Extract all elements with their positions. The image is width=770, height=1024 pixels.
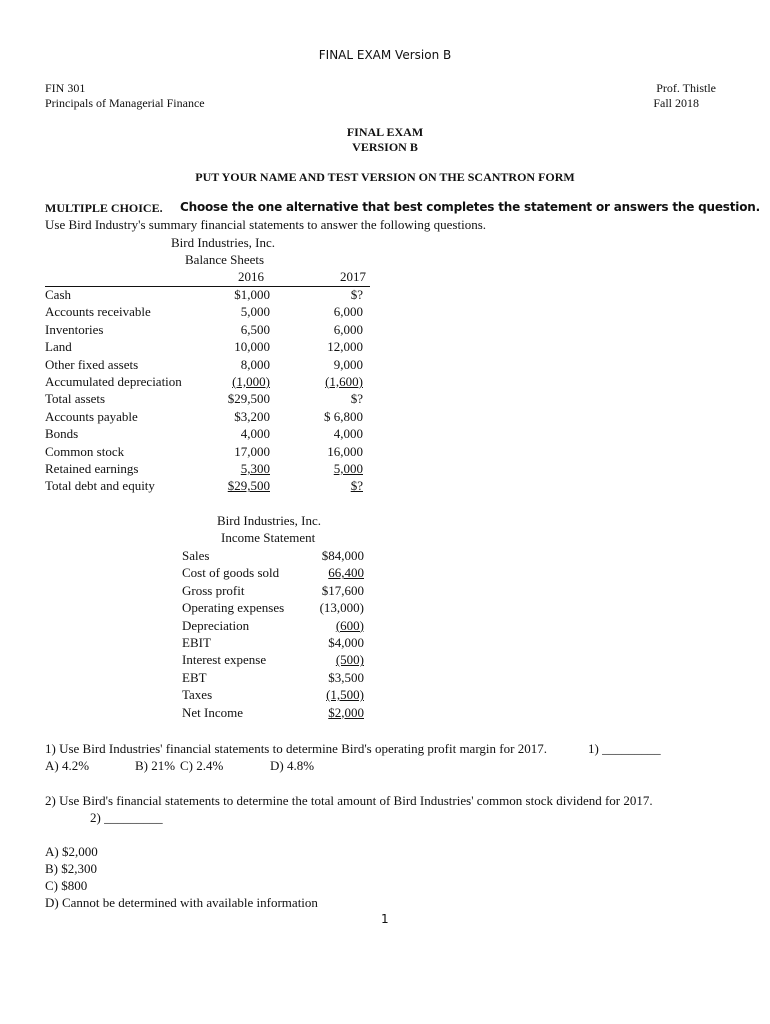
balance-sheet-row — [45, 357, 370, 374]
balance-sheet-row — [45, 426, 370, 443]
exam-title: FINAL EXAM — [346, 125, 424, 139]
question-2-option-c: C) $800 — [45, 878, 88, 893]
page-number: 1 — [381, 912, 389, 926]
balance-sheet-row-label: Total assets — [45, 391, 106, 407]
income-statement-row-value: $3,500 — [328, 669, 364, 685]
income-statement-row — [182, 565, 372, 582]
income-statement-title: Income Statement — [221, 530, 316, 545]
balance-sheet-row — [45, 444, 370, 461]
balance-sheet-value-2016: $3,200 — [234, 408, 270, 424]
question-1-option-c: C) 2.4% — [180, 758, 224, 773]
course-code: FIN 301 — [45, 81, 86, 95]
balance-sheet-row — [45, 391, 370, 408]
balance-sheet-value-2016: 5,000 — [240, 304, 270, 320]
balance-sheet-value-2017: 16,000 — [327, 443, 363, 459]
question-1-text: 1) Use Bird Industries' financial statements to determine Bird's operating profit margin for 2017. — [45, 741, 547, 756]
balance-sheet-row-label: Common stock — [45, 443, 125, 459]
balance-sheet-row-label: Accumulated depreciation — [45, 374, 182, 389]
income-statement-row-label: EBT — [182, 669, 207, 685]
balance-sheet-row — [45, 322, 370, 339]
use-statements-text: Use Bird Industry's summary financial statements to answer the following questions. — [45, 217, 487, 232]
income-statement-row-label: Operating expenses — [182, 600, 285, 616]
question-1-option-a: A) 4.2% — [45, 758, 90, 773]
income-statement-row — [182, 548, 372, 565]
course-name: Principals of Managerial Finance — [45, 96, 205, 110]
question-2-option-b: B) $2,300 — [45, 861, 97, 876]
income-statement-row-label: Gross profit — [182, 582, 245, 598]
income-statement-row-value: $17,600 — [321, 582, 364, 598]
balance-sheet-value-2016: $29,500 — [227, 391, 270, 407]
income-statement-row — [182, 635, 372, 652]
balance-sheet-row-label: Bonds — [45, 426, 79, 442]
question-2-option-d: D) Cannot be determined with available information — [45, 895, 318, 910]
question-1-option-b: B) 21% — [135, 758, 176, 773]
professor: Prof. Thistle — [656, 81, 716, 95]
income-statement-row-label: Taxes — [182, 687, 213, 703]
income-statement-row-value: $4,000 — [328, 635, 364, 650]
balance-sheet-value-2016: 4,000 — [240, 426, 270, 442]
balance-sheet-value-2016: 8,000 — [240, 356, 270, 372]
income-statement-row — [182, 687, 372, 704]
balance-sheet-value-2017: 12,000 — [327, 339, 363, 355]
question-2-option-a: A) $2,000 — [45, 844, 98, 859]
exam-version: VERSION B — [352, 140, 418, 154]
question-2-blank: 2) _________ — [90, 810, 163, 825]
balance-sheet-value-2016: (1,000) — [232, 374, 270, 389]
income-statement-row-label: Depreciation — [182, 617, 250, 633]
balance-sheet-value-2017: $? — [350, 478, 363, 494]
balance-sheet-value-2017: 6,000 — [333, 321, 363, 337]
balance-sheet-value-2016: 6,500 — [240, 321, 270, 337]
col-2017-header: 2017 — [340, 269, 366, 284]
balance-sheet-value-2017: 6,000 — [333, 304, 363, 320]
income-statement-row-label: EBIT — [182, 635, 211, 650]
income-statement-row-value: (13,000) — [319, 600, 364, 616]
income-statement-row — [182, 618, 372, 635]
col-2016-header: 2016 — [238, 269, 264, 284]
balance-sheet-value-2016: 5,300 — [240, 461, 270, 476]
balance-sheet-title: Balance Sheets — [185, 252, 265, 267]
income-statement-row — [182, 670, 372, 687]
balance-sheet-row — [45, 339, 370, 356]
balance-sheet-value-2017: $ 6,800 — [324, 408, 363, 424]
balance-sheet-value-2017: $? — [350, 287, 363, 302]
question-1-option-d: D) 4.8% — [270, 758, 315, 773]
balance-sheet-row-label: Retained earnings — [45, 461, 139, 476]
balance-sheet-row-label: Accounts payable — [45, 408, 138, 424]
income-statement-row-label: Sales — [182, 548, 210, 563]
income-statement-row — [182, 583, 372, 600]
section-directions: Choose the one alternative that best completes the statement or answers the question. — [180, 200, 760, 214]
income-statement-row-value: $84,000 — [321, 548, 364, 563]
balance-sheet-value-2017: 9,000 — [333, 356, 363, 372]
balance-sheet-row-label: Total debt and equity — [45, 478, 155, 494]
balance-sheet-value-2016: $29,500 — [227, 478, 270, 494]
balance-sheet-value-2017: (1,600) — [325, 374, 363, 389]
question-1-blank: 1) _________ — [588, 741, 661, 756]
income-statement-row — [182, 705, 372, 722]
balance-sheet-row-label: Land — [45, 339, 72, 355]
balance-sheet-row — [45, 304, 370, 321]
balance-sheet-value-2017: 4,000 — [333, 426, 363, 442]
balance-sheet-value-2016: 17,000 — [234, 443, 270, 459]
section-label: MULTIPLE CHOICE. — [45, 201, 163, 215]
income-statement-row-value: (500) — [335, 652, 364, 668]
term: Fall 2018 — [653, 96, 699, 110]
balance-sheet-value-2017: 5,000 — [333, 461, 363, 476]
balance-sheet-row — [45, 461, 370, 478]
income-statement-row-value: 66,400 — [328, 565, 364, 581]
balance-sheet-row — [45, 409, 370, 426]
income-statement-company: Bird Industries, Inc. — [217, 513, 321, 528]
balance-sheet-value-2017: $? — [350, 391, 363, 407]
balance-sheet-value-2016: $1,000 — [234, 287, 270, 302]
income-statement-row-label: Interest expense — [182, 652, 267, 668]
income-statement-row-value: (1,500) — [326, 687, 364, 703]
balance-sheet-row-label: Inventories — [45, 321, 104, 337]
income-statement-row-label: Net Income — [182, 704, 244, 720]
balance-sheet-value-2016: 10,000 — [234, 339, 270, 355]
income-statement-row-label: Cost of goods sold — [182, 565, 280, 581]
income-statement-row-value: $2,000 — [328, 704, 364, 720]
balance-sheet-row — [45, 374, 370, 391]
balance-sheet-row-label: Accounts receivable — [45, 304, 151, 320]
income-statement-row-value: (600) — [335, 617, 364, 633]
balance-sheet-row-label: Other fixed assets — [45, 356, 139, 372]
balance-sheet-header-row — [45, 268, 370, 287]
income-statement-row — [182, 600, 372, 617]
question-2-text: 2) Use Bird's financial statements to determine the total amount of Bird Industries' common stock dividend for 2017. — [45, 793, 653, 808]
balance-sheet-company: Bird Industries, Inc. — [171, 235, 275, 250]
income-statement-row — [182, 652, 372, 669]
page-title: FINAL EXAM Version B — [318, 48, 452, 62]
instruction: PUT YOUR NAME AND TEST VERSION ON THE SCANTRON FORM — [195, 170, 575, 184]
balance-sheet-row — [45, 478, 370, 495]
balance-sheet-row — [45, 287, 370, 304]
balance-sheet-row-label: Cash — [45, 287, 71, 302]
